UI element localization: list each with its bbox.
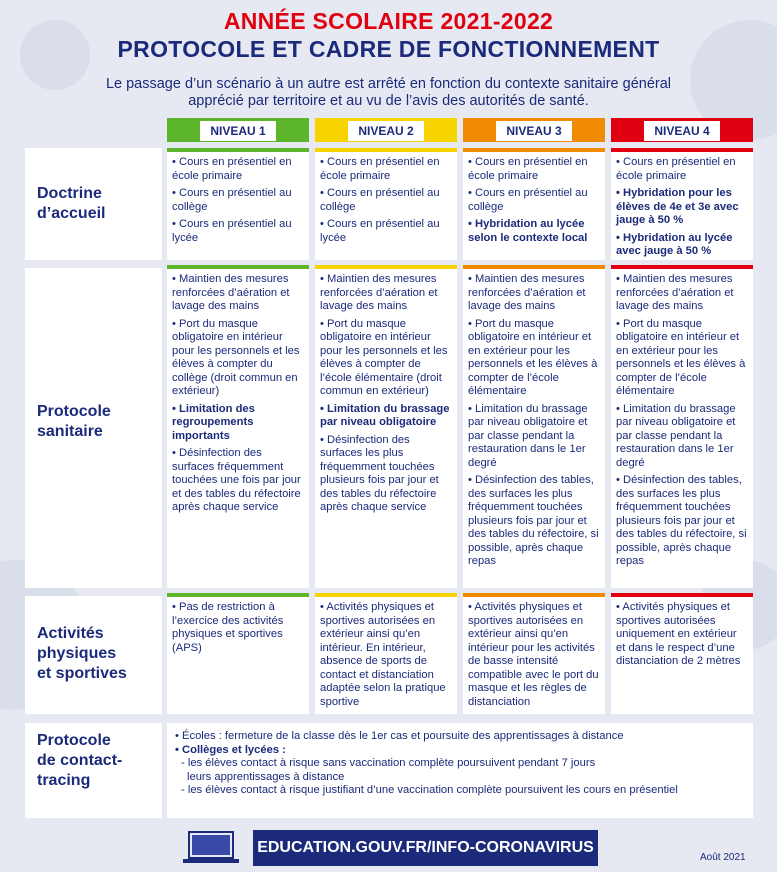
cell-doctrine-n3: • Cours en présentiel en école primaire • Cours en présentiel au collège • Hybridation au lycée selon le contexte local	[463, 148, 605, 260]
cell-activites-n2: • Activités physiques et sportives autorisées en extérieur ainsi qu’en intérieur. En intérieur, absence de sports de contact et distanciation adaptée selon la pratique sportive	[315, 593, 457, 714]
cell-sanitaire-n4: • Maintien des mesures renforcées d’aération et lavage des mains • Port du masque obligatoire en intérieur et en extérieur pour les personnels et les élèves à compter de l’école élémentaire • Limitation du brassage par niveau obligatoire et par classe pendant la restauration dans le 1er degré • Désinfection des tables, des surfaces les plus fréquemment touchées plusieurs fois par jour et des tables du réfectoire, si possible, après chaque repas	[611, 265, 753, 588]
title-year: ANNÉE SCOLAIRE 2021-2022	[223, 8, 554, 34]
cell-tracing: • Écoles : fermeture de la classe dès le 1er cas et poursuite des apprentissages à distance • Collèges et lycées : - les élèves contact à risque sans vaccination complète poursuivent pendant 7 jours leurs apprentissages à distance - les élèves contact à risque justifiant d’une vaccination complète poursuivent les cours en présentiel	[167, 723, 753, 818]
cell-activites-n4: • Activités physiques et sportives autorisées uniquement en extérieur et dans le respect d’une distanciation de 2 mètres	[611, 593, 753, 714]
cell-sanitaire-n2: • Maintien des mesures renforcées d’aération et lavage des mains • Port du masque obligatoire en intérieur pour les personnels et les élèves à compter de l’école élémentaire (droit commun en extérieur) • Limitation du brassage par niveau obligatoire • Désinfection des surfaces les plus fréquemment touchées plusieurs fois par jour et des tables du réfectoire après chaque service	[315, 265, 457, 588]
cell-activites-n1: • Pas de restriction à l’exercice des activités physiques et sportives (APS)	[167, 593, 309, 714]
level-header-2: NIVEAU 2	[315, 118, 457, 142]
cell-activites-n3: • Activités physiques et sportives autorisées en extérieur ainsi qu’en intérieur pour les activités de basse intensité compatible avec le port du masque et les règles de distanciation	[463, 593, 605, 714]
cell-doctrine-n4: • Cours en présentiel en école primaire • Hybridation pour les élèves de 4e et 3e avec jauge à 50 % • Hybridation au lycée avec jauge à 50 %	[611, 148, 753, 260]
level-header-4: NIVEAU 4	[611, 118, 753, 142]
row-label-sanitaire: Protocole sanitaire	[25, 268, 162, 588]
level-header-1: NIVEAU 1	[167, 118, 309, 142]
cell-doctrine-n1: • Cours en présentiel en école primaire • Cours en présentiel au collège • Cours en présentiel au lycée	[167, 148, 309, 260]
row-label-activites: Activités physiques et sportives	[25, 596, 162, 714]
row-label-doctrine: Doctrine d’accueil	[25, 148, 162, 260]
info-link[interactable]: EDUCATION.GOUV.FR/INFO-CORONAVIRUS	[253, 830, 598, 866]
cell-doctrine-n2: • Cours en présentiel en école primaire • Cours en présentiel au collège • Cours en présentiel au lycée	[315, 148, 457, 260]
level-header-3: NIVEAU 3	[463, 118, 605, 142]
page-title: PROTOCOLE ET CADRE DE FONCTIONNEMENT	[117, 36, 660, 62]
row-label-tracing: Protocole de contact- tracing	[25, 723, 162, 818]
laptop-icon	[181, 830, 241, 866]
cell-sanitaire-n1: • Maintien des mesures renforcées d’aération et lavage des mains • Port du masque obligatoire en intérieur pour les personnels et les élèves à compter du collège (droit commun en extérieur) • Limitation des regroupements importants • Désinfection des surfaces fréquemment touchées une fois par jour et des tables du réfectoire après chaque service	[167, 265, 309, 588]
publication-date: Août 2021	[700, 852, 746, 863]
cell-sanitaire-n3: • Maintien des mesures renforcées d’aération et lavage des mains • Port du masque obligatoire en intérieur et en extérieur pour les personnels et les élèves à compter de l’école élémentaire • Limitation du brassage par niveau obligatoire et par classe pendant la restauration dans le 1er degré • Désinfection des tables, des surfaces les plus fréquemment touchées plusieurs fois par jour et des tables du réfectoire, si possible, après chaque repas	[463, 265, 605, 588]
subtitle: Le passage d’un scénario à un autre est arrêté en fonction du contexte sanitaire général apprécié par territoire et au vu de l’avis des autorités de santé.	[105, 76, 672, 109]
